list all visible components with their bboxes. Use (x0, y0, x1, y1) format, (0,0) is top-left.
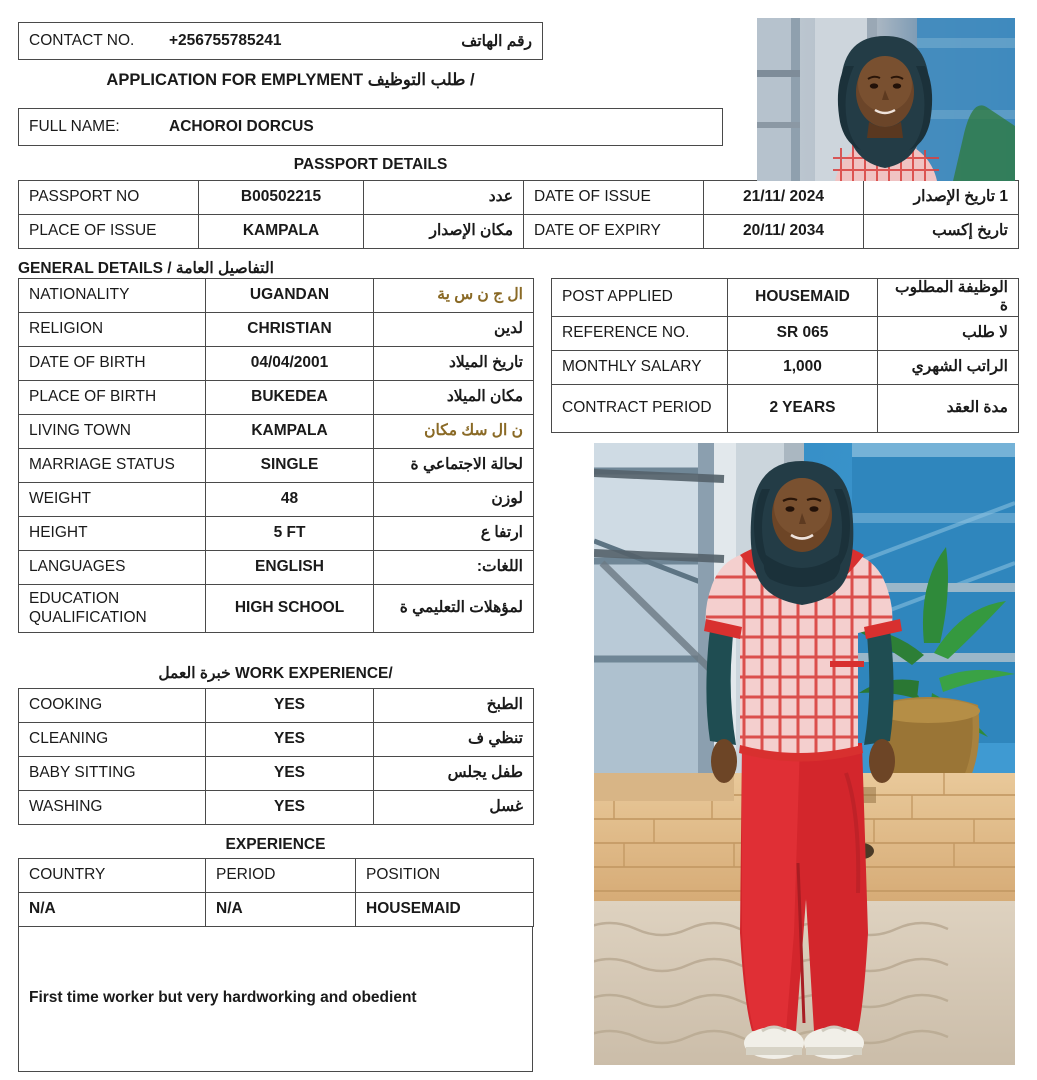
date-of-expiry-label: DATE OF EXPIRY (524, 215, 704, 249)
table-row (552, 316, 1019, 350)
experience-position: HOUSEMAID (356, 893, 534, 927)
contract-period-label-ar: مدة العقد (878, 384, 1019, 432)
experience-period: N/A (206, 893, 356, 927)
contract-period-value: 2 YEARS (728, 384, 878, 432)
monthly-salary-value: 1,000 (728, 350, 878, 384)
work-experience-caption-en: WORK EXPERIENCE/ (235, 665, 393, 682)
cooking-label-ar: الطبخ (374, 689, 534, 723)
education-qualification-label-ar: لمؤهلات التعليمي ة (374, 585, 534, 633)
work-experience-caption-ar: خبرة العمل (158, 665, 231, 682)
applicant-headshot-photo (757, 18, 1015, 181)
nationality-value: UGANDAN (206, 279, 374, 313)
place-of-issue-value: KAMPALA (199, 215, 364, 249)
general-details-caption-ar: التفاصيل العامة (175, 260, 274, 277)
washing-label: WASHING (19, 791, 206, 825)
date-of-expiry-value: 20/11/ 2034 (704, 215, 864, 249)
contact-number-row (18, 22, 543, 60)
table-row (19, 381, 534, 415)
document-title-ar: طلب التوظيف / (367, 71, 475, 89)
height-value: 5 FT (206, 517, 374, 551)
table-row (552, 279, 1019, 317)
date-of-birth-label: DATE OF BIRTH (19, 347, 206, 381)
living-town-value: KAMPALA (206, 415, 374, 449)
date-of-issue-value: 21/11/ 2024 (704, 181, 864, 215)
height-label: HEIGHT (19, 517, 206, 551)
reference-no-label-ar: لا طلب (878, 316, 1019, 350)
table-row (19, 791, 534, 825)
full-name-label: FULL NAME: (29, 118, 120, 135)
experience-header-period: PERIOD (206, 859, 356, 893)
passport-no-ar: عدد (364, 181, 524, 215)
reference-no-label: REFERENCE NO. (552, 316, 728, 350)
cooking-label: COOKING (19, 689, 206, 723)
cooking-value: YES (206, 689, 374, 723)
contact-label: CONTACT NO. (29, 32, 135, 49)
table-row (19, 551, 534, 585)
washing-label-ar: غسل (374, 791, 534, 825)
baby-sitting-label-ar: طفل يجلس (374, 757, 534, 791)
table-row (19, 689, 534, 723)
religion-label-ar: لدين (374, 313, 534, 347)
place-of-birth-value: BUKEDEA (206, 381, 374, 415)
height-label-ar: ارتفا ع (374, 517, 534, 551)
table-row (19, 347, 534, 381)
table-row (19, 449, 534, 483)
table-row (19, 415, 534, 449)
table-row (552, 350, 1019, 384)
nationality-label: NATIONALITY (19, 279, 206, 313)
experience-caption: EXPERIENCE (225, 836, 326, 853)
experience-header-country: COUNTRY (19, 859, 206, 893)
education-qualification-value: HIGH SCHOOL (206, 585, 374, 633)
date-of-birth-value: 04/04/2001 (206, 347, 374, 381)
general-details-table (18, 278, 534, 633)
marriage-status-value: SINGLE (206, 449, 374, 483)
place-of-birth-label: PLACE OF BIRTH (19, 381, 206, 415)
languages-value: ENGLISH (206, 551, 374, 585)
document-title (18, 70, 563, 90)
religion-value: CHRISTIAN (206, 313, 374, 347)
table-row (19, 215, 1019, 249)
weight-label-ar: لوزن (374, 483, 534, 517)
date-of-birth-label-ar: تاريخ الميلاد (374, 347, 534, 381)
cleaning-value: YES (206, 723, 374, 757)
contact-value: +256755785241 (169, 32, 282, 49)
experience-table (18, 858, 534, 927)
baby-sitting-label: BABY SITTING (19, 757, 206, 791)
full-name-value: ACHOROI DORCUS (169, 118, 314, 135)
weight-value: 48 (206, 483, 374, 517)
experience-header-position: POSITION (356, 859, 534, 893)
post-applied-table (551, 278, 1019, 433)
place-of-issue-ar: مكان الإصدار (364, 215, 524, 249)
passport-details-caption: PASSPORT DETAILS (293, 156, 448, 173)
passport-details-table (18, 180, 1019, 249)
remarks-text: First time worker but very hardworking and obedient (29, 989, 417, 1006)
table-row (19, 723, 534, 757)
table-row (19, 181, 1019, 215)
table-row (19, 585, 534, 633)
remarks-box (18, 927, 533, 1072)
marriage-status-label: MARRIAGE STATUS (19, 449, 206, 483)
passport-no-label: PASSPORT NO (19, 181, 199, 215)
post-applied-label-ar: الوظيفة المطلوب ة (878, 279, 1019, 317)
table-row (19, 517, 534, 551)
contract-period-label: CONTRACT PERIOD (552, 384, 728, 432)
table-row (19, 313, 534, 347)
living-town-label-ar: ن ال سك مكان (374, 415, 534, 449)
experience-country: N/A (19, 893, 206, 927)
religion-label: RELIGION (19, 313, 206, 347)
baby-sitting-value: YES (206, 757, 374, 791)
living-town-label: LIVING TOWN (19, 415, 206, 449)
cleaning-label-ar: تنظي ف (374, 723, 534, 757)
post-applied-value: HOUSEMAID (728, 279, 878, 317)
work-experience-table (18, 688, 534, 825)
date-of-issue-ar: 1 تاريخ الإصدار (864, 181, 1019, 215)
table-row (552, 384, 1019, 432)
table-row (19, 893, 534, 927)
place-of-issue-label: PLACE OF ISSUE (19, 215, 199, 249)
full-name-row (18, 108, 723, 146)
passport-no-value: B00502215 (199, 181, 364, 215)
cleaning-label: CLEANING (19, 723, 206, 757)
education-qualification-label: EDUCATION QUALIFICATION (19, 585, 206, 633)
date-of-issue-label: DATE OF ISSUE (524, 181, 704, 215)
general-details-caption-en: GENERAL DETAILS / (18, 260, 172, 277)
place-of-birth-label-ar: مكان الميلاد (374, 381, 534, 415)
washing-value: YES (206, 791, 374, 825)
table-row (19, 757, 534, 791)
document-title-en: APPLICATION FOR EMPLYMENT (106, 71, 364, 89)
table-header-row (19, 859, 534, 893)
contact-label-ar: رقم الهاتف (461, 32, 532, 50)
nationality-label-ar: ال ج ن س ية (374, 279, 534, 313)
applicant-fullbody-photo (594, 443, 1015, 1065)
languages-label-ar: اللغات: (374, 551, 534, 585)
marriage-status-label-ar: لحالة الاجتماعي ة (374, 449, 534, 483)
weight-label: WEIGHT (19, 483, 206, 517)
date-of-expiry-ar: تاريخ إكسب (864, 215, 1019, 249)
table-row (19, 483, 534, 517)
work-experience-caption (18, 658, 533, 688)
reference-no-value: SR 065 (728, 316, 878, 350)
post-applied-label: POST APPLIED (552, 279, 728, 317)
table-row (19, 279, 534, 313)
monthly-salary-label-ar: الراتب الشهري (878, 350, 1019, 384)
languages-label: LANGUAGES (19, 551, 206, 585)
monthly-salary-label: MONTHLY SALARY (552, 350, 728, 384)
